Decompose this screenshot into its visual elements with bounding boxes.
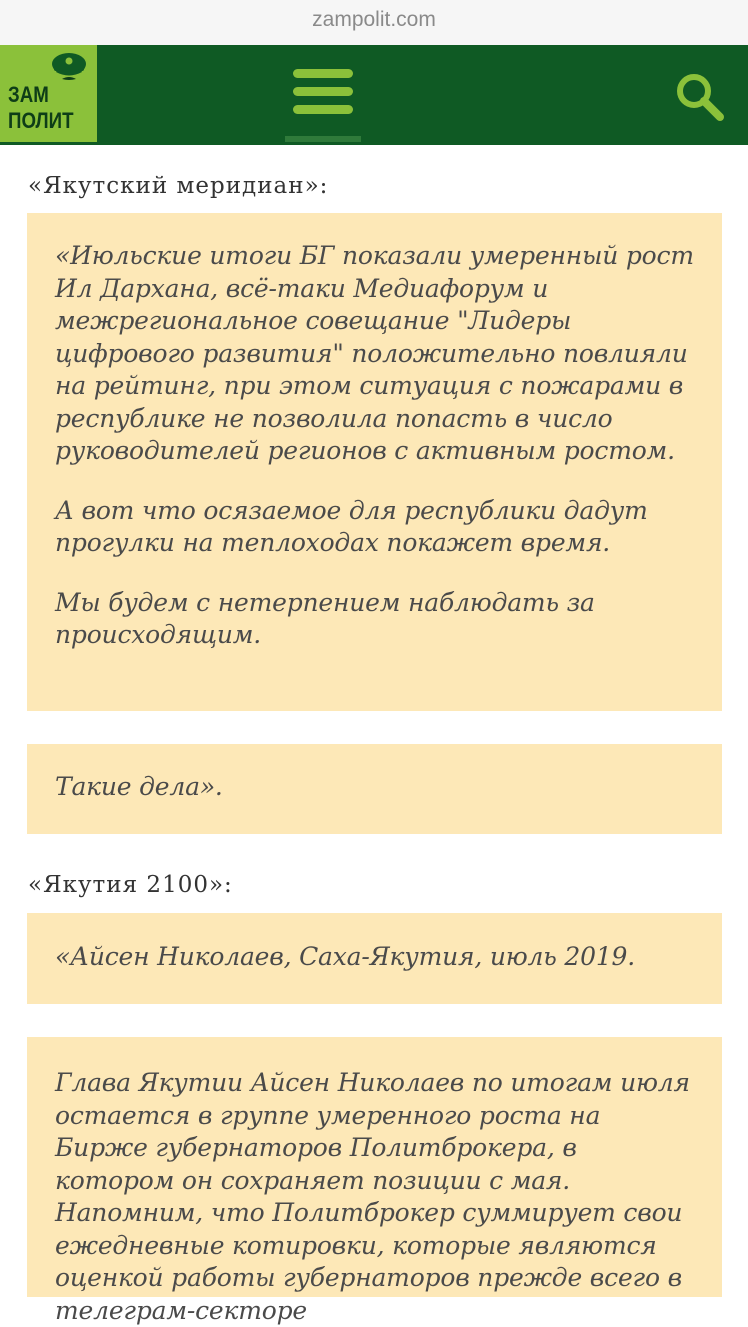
site-logo[interactable] — [0, 45, 97, 142]
quote-block — [27, 1037, 722, 1325]
section-heading: «Якутия 2100»: — [28, 872, 233, 898]
quote-block — [27, 744, 722, 834]
url-text[interactable]: zampolit.com — [312, 8, 436, 31]
section-heading: «Якутский меридиан»: — [28, 173, 329, 199]
quote-block — [27, 913, 722, 1004]
menu-button[interactable] — [285, 45, 361, 145]
officer-cap-icon — [50, 52, 88, 84]
menu-icon-bar — [293, 105, 353, 114]
quote-block — [27, 213, 722, 711]
quote-paragraph: А вот что осязаемое для республики дадут прогулки на теплоходах покажет время. — [55, 495, 648, 557]
quote-paragraph: «Айсен Николаев, Саха-Якутия, июль 2019. — [55, 942, 636, 971]
quote-paragraph: «Июльские итоги БГ показали умеренный рост Ил Дархана, всё-таки Медиафорум и межрегиональное совещание "Лидеры цифрового развития" положительно повлияли на рейтинг, при этом ситуация с пожарами в республике не позволила попасть в число руководителей регионов с активным ростом. — [55, 241, 694, 465]
search-icon[interactable] — [672, 69, 728, 125]
logo-text-top: ЗАМ — [8, 82, 49, 107]
menu-icon-bar — [293, 69, 353, 78]
menu-active-indicator — [285, 136, 361, 142]
browser-address-bar[interactable] — [0, 0, 748, 45]
site-header — [0, 45, 748, 145]
menu-icon-bar — [293, 87, 353, 96]
quote-paragraph: Глава Якутии Айсен Николаев по итогам июля остается в группе умеренного роста на Бирже губернаторов Политброкера, в котором он сохраняет позиции с мая. Напомним, что Политброкер суммирует свои ежедневные котировки, которые являются оценкой работы губернаторов прежде всего в телеграм-секторе — [55, 1068, 690, 1325]
quote-paragraph: Мы будем с нетерпением наблюдать за происходящим. — [55, 587, 595, 649]
quote-paragraph: Такие дела». — [55, 772, 223, 801]
logo-text-bottom: ПОЛИТ — [8, 108, 74, 133]
